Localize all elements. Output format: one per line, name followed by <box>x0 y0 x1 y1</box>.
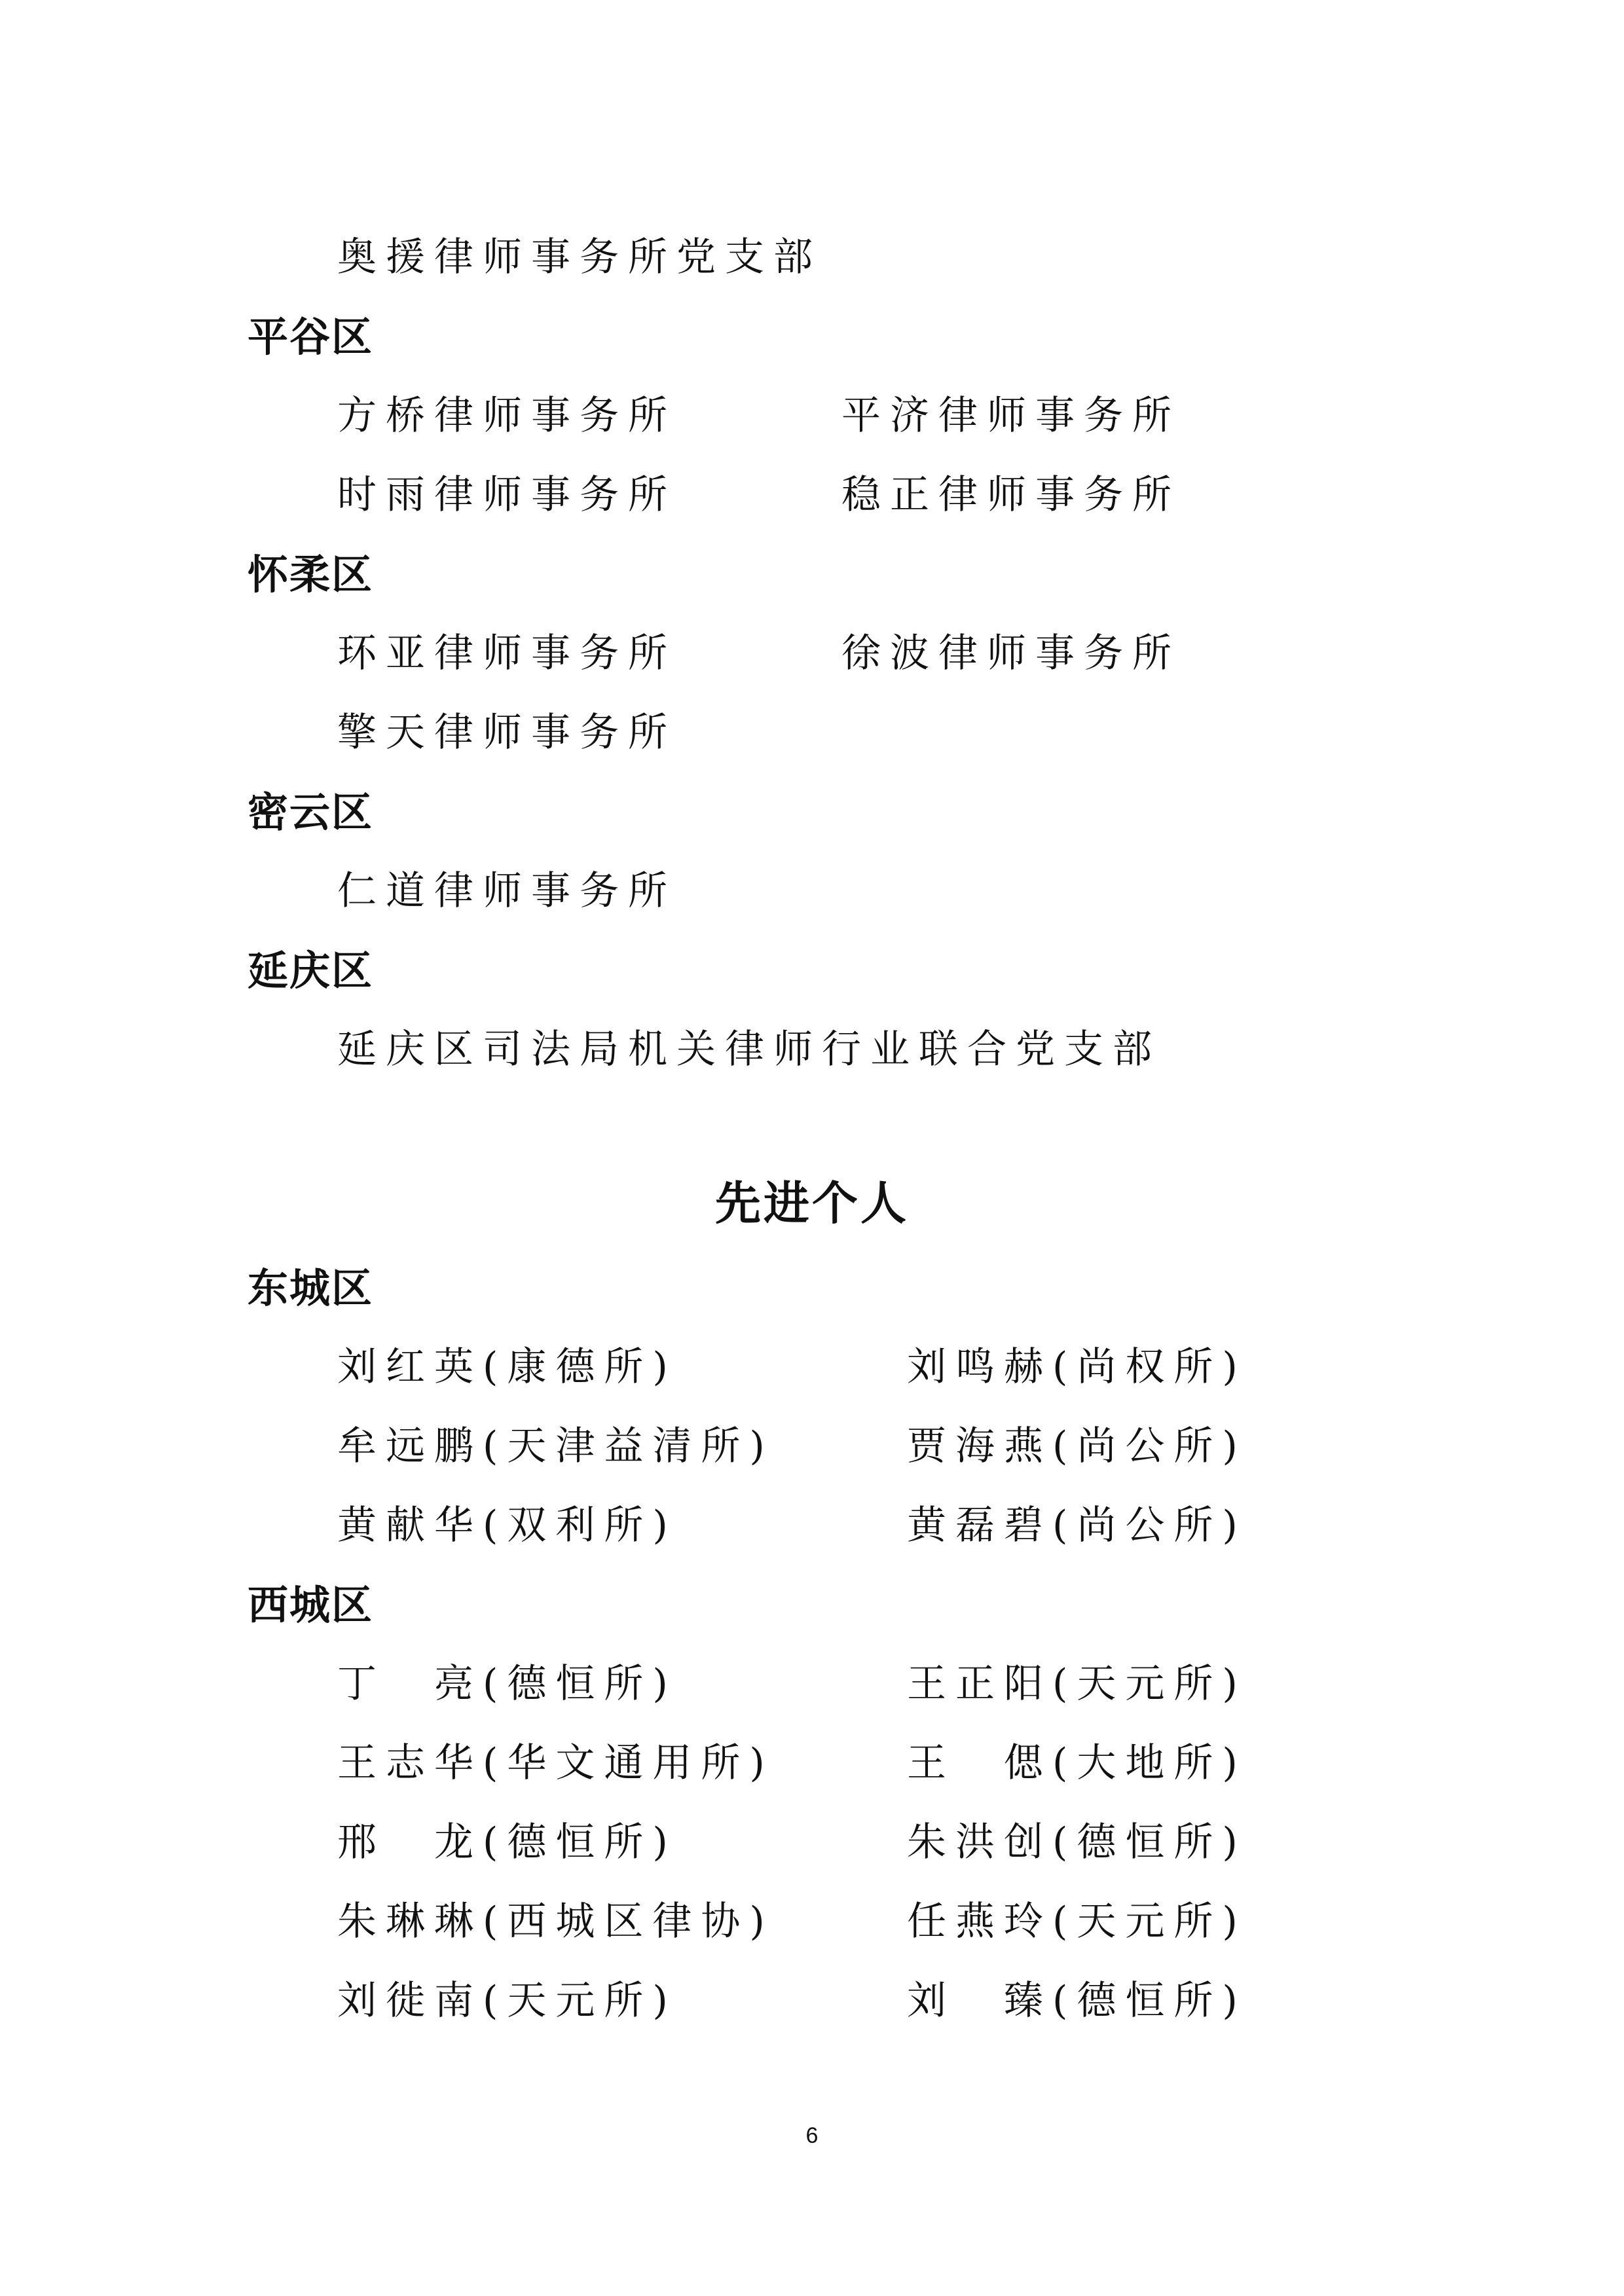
person-entry: 黄磊碧(尚公所) <box>907 1503 1247 1548</box>
person-entry: 刘鸣赫(尚权所) <box>907 1344 1247 1390</box>
firm-entry: 徐波律师事务所 <box>841 630 1181 676</box>
person-entry: 牟远鹏(天津益清所) <box>337 1423 774 1469</box>
person-entry: 王正阳(天元所) <box>907 1661 1247 1707</box>
district-heading-dongcheng: 东城区 <box>248 1264 374 1312</box>
district-heading-xicheng: 西城区 <box>248 1581 374 1629</box>
person-entry: 刘徙南(天元所) <box>337 1978 677 2024</box>
person-entry: 刘 臻(德恒所) <box>907 1978 1247 2024</box>
district-heading-huairou: 怀柔区 <box>248 551 374 598</box>
person-entry: 王志华(华文通用所) <box>337 1740 774 1786</box>
firm-entry: 延庆区司法局机关律师行业联合党支部 <box>337 1027 1161 1072</box>
page-number: 6 <box>805 2123 819 2148</box>
firm-entry: 仁道律师事务所 <box>337 868 676 914</box>
person-entry: 朱洪创(德恒所) <box>907 1819 1247 1865</box>
firm-entry: 平济律师事务所 <box>841 393 1181 439</box>
firm-entry: 时雨律师事务所 <box>337 472 676 518</box>
firm-entry: 稳正律师事务所 <box>841 472 1181 518</box>
person-entry: 王 偲(大地所) <box>907 1740 1247 1786</box>
person-entry: 贾海燕(尚公所) <box>907 1423 1247 1469</box>
district-heading-yanqing: 延庆区 <box>248 947 374 994</box>
district-heading-miyun: 密云区 <box>248 788 374 836</box>
person-entry: 刘红英(康德所) <box>337 1344 677 1390</box>
district-heading-pinggu: 平谷区 <box>248 313 374 361</box>
firm-entry: 奥援律师事务所党支部 <box>337 234 822 280</box>
person-entry: 朱琳琳(西城区律协) <box>337 1899 774 1944</box>
person-entry: 邢 龙(德恒所) <box>337 1819 677 1865</box>
firm-entry: 方桥律师事务所 <box>337 393 676 439</box>
person-entry: 黄献华(双利所) <box>337 1503 677 1548</box>
firm-entry: 擎天律师事务所 <box>337 710 676 756</box>
section-title-advanced-individuals: 先进个人 <box>715 1176 909 1230</box>
person-entry: 任燕玲(天元所) <box>907 1899 1247 1944</box>
firm-entry: 环亚律师事务所 <box>337 630 676 676</box>
person-entry: 丁 亮(德恒所) <box>337 1661 677 1707</box>
